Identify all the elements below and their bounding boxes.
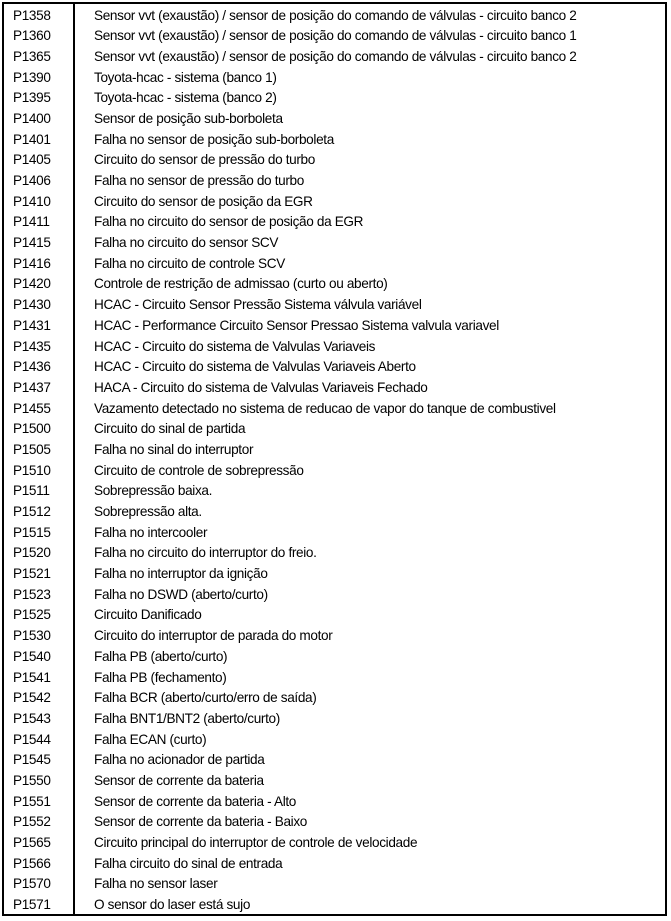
table-row [4, 584, 665, 605]
table-row [4, 460, 665, 481]
table-row [4, 770, 665, 791]
fault-description: Circuito do sensor de pressão do turbo [94, 152, 315, 168]
table-row [4, 708, 665, 729]
table-row [4, 357, 665, 378]
table-row [4, 791, 665, 812]
fault-code: P1540 [13, 648, 51, 664]
fault-code-table [2, 2, 667, 916]
fault-description: Circuito principal do interruptor de controle de velocidade [94, 835, 418, 851]
fault-code: P1530 [13, 628, 51, 644]
table-row [4, 605, 665, 626]
fault-code: P1541 [13, 669, 51, 685]
fault-description: Vazamento detectado no sistema de reducao de vapor do tanque de combustivel [94, 400, 556, 416]
fault-code: P1525 [13, 607, 51, 623]
fault-description: Sensor vvt (exaustão) / sensor de posição do comando de válvulas - circuito banco 2 [94, 48, 577, 64]
fault-code: P1521 [13, 566, 51, 582]
fault-description: Toyota-hcac - sistema (banco 1) [94, 69, 277, 85]
table-row [4, 398, 665, 419]
fault-description: Circuito de controle de sobrepressão [94, 462, 304, 478]
table-row [4, 171, 665, 192]
table-row [4, 419, 665, 440]
table-row [4, 295, 665, 316]
fault-description: Sensor vvt (exaustão) / sensor de posição do comando de válvulas - circuito banco 1 [94, 28, 577, 44]
fault-description: Sobrepressão baixa. [94, 483, 213, 499]
fault-description: Falha BCR (aberto/curto/erro de saída) [94, 690, 317, 706]
table-row [4, 150, 665, 171]
fault-code: P1436 [13, 359, 51, 375]
fault-code: P1455 [13, 400, 51, 416]
fault-code: P1400 [13, 110, 51, 126]
fault-description: HCAC - Circuito do sistema de Valvulas Variaveis [94, 338, 376, 354]
table-row [4, 481, 665, 502]
fault-description: Falha no sensor de posição sub-borboleta [94, 131, 334, 147]
table-row [4, 315, 665, 336]
fault-description: Falha no sensor de pressão do turbo [94, 173, 304, 189]
table-row [4, 564, 665, 585]
fault-code: P1405 [13, 152, 51, 168]
fault-description: HCAC - Circuito do sistema de Valvulas Variaveis Aberto [94, 359, 416, 375]
table-row [4, 5, 665, 26]
fault-code: P1550 [13, 772, 51, 788]
table-row [4, 439, 665, 460]
table-row [4, 336, 665, 357]
table-row [4, 253, 665, 274]
fault-code: P1515 [13, 524, 51, 540]
fault-code: P1523 [13, 586, 51, 602]
fault-code: P1500 [13, 421, 51, 437]
table-row [4, 729, 665, 750]
fault-code: P1395 [13, 90, 51, 106]
fault-code: P1571 [13, 897, 51, 913]
fault-code: P1435 [13, 338, 51, 354]
table-row [4, 88, 665, 109]
fault-description: Circuito do sinal de partida [94, 421, 246, 437]
fault-code: P1415 [13, 235, 51, 251]
fault-description: Sobrepressão alta. [94, 504, 202, 520]
table-row [4, 543, 665, 564]
fault-description: Falha no circuito do sensor SCV [94, 235, 279, 251]
fault-code: P1552 [13, 814, 51, 830]
fault-description: Falha no sinal do interruptor [94, 441, 254, 457]
fault-code: P1360 [13, 28, 51, 44]
table-row [4, 895, 665, 916]
fault-description: Falha BNT1/BNT2 (aberto/curto) [94, 710, 280, 726]
fault-code: P1510 [13, 462, 51, 478]
table-row [4, 833, 665, 854]
fault-description: Sensor de corrente da bateria [94, 772, 264, 788]
fault-description: Controle de restrição de admissao (curto ou aberto) [94, 276, 388, 292]
fault-code: P1551 [13, 793, 51, 809]
fault-description: Circuito do interruptor de parada do motor [94, 628, 333, 644]
table-row [4, 667, 665, 688]
fault-description: Falha no circuito do interruptor do freio. [94, 545, 317, 561]
table-row [4, 874, 665, 895]
table-body [4, 5, 665, 915]
fault-description: Falha circuito do sinal de entrada [94, 855, 283, 871]
fault-code: P1505 [13, 441, 51, 457]
fault-code: P1566 [13, 855, 51, 871]
table-row [4, 502, 665, 523]
fault-description: O sensor do laser está sujo [94, 897, 251, 913]
table-row [4, 626, 665, 647]
fault-description: Circuito do sensor de posição da EGR [94, 193, 313, 209]
fault-code: P1512 [13, 504, 51, 520]
fault-code: P1358 [13, 7, 51, 23]
fault-description: Falha PB (aberto/curto) [94, 648, 228, 664]
table-row [4, 377, 665, 398]
fault-description: Sensor vvt (exaustão) / sensor de posição do comando de válvulas - circuito banco 2 [94, 7, 577, 23]
fault-description: Sensor de posição sub-borboleta [94, 110, 283, 126]
fault-code: P1544 [13, 731, 51, 747]
fault-code: P1520 [13, 545, 51, 561]
fault-code: P1390 [13, 69, 51, 85]
fault-description: Sensor de corrente da bateria - Baixo [94, 814, 307, 830]
fault-description: HCAC - Performance Circuito Sensor Pressao Sistema valvula variavel [94, 317, 499, 333]
fault-description: Falha no acionador de partida [94, 752, 265, 768]
fault-description: Circuito Danificado [94, 607, 202, 623]
fault-code: P1365 [13, 48, 51, 64]
fault-code: P1420 [13, 276, 51, 292]
table-row [4, 233, 665, 254]
fault-description: Toyota-hcac - sistema (banco 2) [94, 90, 277, 106]
table-row [4, 812, 665, 833]
table-row [4, 688, 665, 709]
table-row [4, 853, 665, 874]
fault-code: P1401 [13, 131, 51, 147]
fault-code: P1437 [13, 379, 51, 395]
table-row [4, 26, 665, 47]
fault-description: Falha no intercooler [94, 524, 208, 540]
table-row [4, 46, 665, 67]
table-row [4, 191, 665, 212]
fault-description: HCAC - Circuito Sensor Pressão Sistema válvula variável [94, 297, 422, 313]
fault-description: Falha PB (fechamento) [94, 669, 227, 685]
table-row [4, 212, 665, 233]
fault-code: P1570 [13, 876, 51, 892]
fault-description: Falha no sensor laser [94, 876, 218, 892]
fault-description: Sensor de corrente da bateria - Alto [94, 793, 297, 809]
fault-code: P1545 [13, 752, 51, 768]
fault-code: P1406 [13, 173, 51, 189]
fault-code: P1511 [13, 483, 50, 499]
fault-code: P1411 [13, 214, 50, 230]
fault-description: Falha no DSWD (aberto/curto) [94, 586, 268, 602]
fault-description: Falha ECAN (curto) [94, 731, 207, 747]
fault-code: P1410 [13, 193, 51, 209]
fault-description: Falha no circuito de controle SCV [94, 255, 285, 271]
fault-code: P1416 [13, 255, 51, 271]
fault-code: P1431 [13, 317, 51, 333]
table-row [4, 274, 665, 295]
table-row [4, 129, 665, 150]
table-row [4, 108, 665, 129]
table-row [4, 646, 665, 667]
table-row [4, 67, 665, 88]
fault-code: P1542 [13, 690, 51, 706]
fault-code: P1430 [13, 297, 51, 313]
table-row [4, 750, 665, 771]
fault-code: P1543 [13, 710, 51, 726]
fault-description: Falha no circuito do sensor de posição da EGR [94, 214, 364, 230]
fault-code: P1565 [13, 835, 51, 851]
table-row [4, 522, 665, 543]
fault-description: HACA - Circuito do sistema de Valvulas Variaveis Fechado [94, 379, 428, 395]
fault-description: Falha no interruptor da ignição [94, 566, 268, 582]
